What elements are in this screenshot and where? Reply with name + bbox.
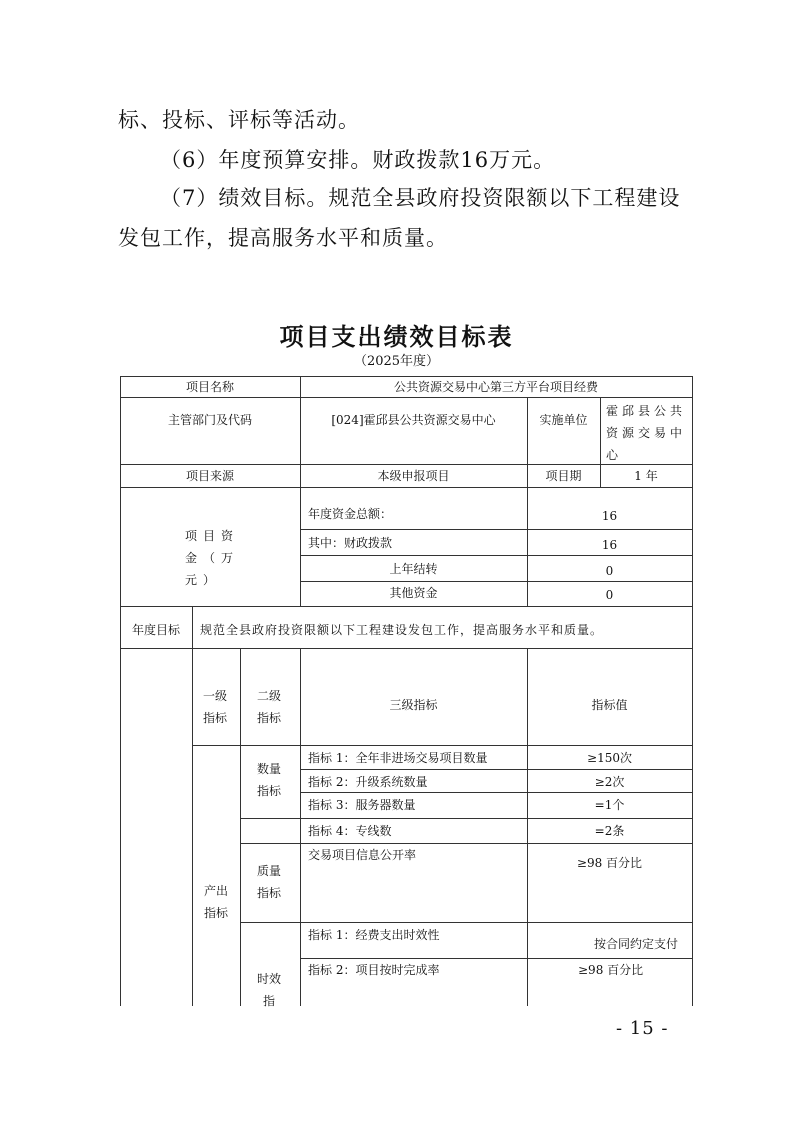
body-paragraph: 标、投标、评标等活动。 xyxy=(118,108,360,132)
indicator-name: 指标 2：升级系统数量 xyxy=(308,775,428,789)
funds-label: 其他资金 xyxy=(389,586,438,600)
table-title: 项目支出绩效目标表 xyxy=(279,322,514,351)
indicator-value: 按合同约定支付 xyxy=(594,937,679,951)
indicator-name: 指标 3：服务器数量 xyxy=(308,798,416,812)
indicator-value: ≥98 百分比 xyxy=(576,856,643,870)
indicator-value: =2条 xyxy=(594,824,625,838)
indicator-name: 指标 1：经费支出时效性 xyxy=(308,928,440,942)
indicator-value: ≥98 百分比 xyxy=(578,963,644,977)
header-level3: 三级指标 xyxy=(389,698,438,712)
label-funds: 项目资金（万元） xyxy=(185,529,240,587)
header-value: 指标值 xyxy=(591,698,628,712)
header-level2: 二级指标 xyxy=(256,689,281,725)
indicator-value: ≥150次 xyxy=(587,751,632,765)
label-annual-goal: 年度目标 xyxy=(131,623,180,637)
level2-quality: 质量指标 xyxy=(256,864,281,900)
label-project-name: 项目名称 xyxy=(185,380,234,394)
value-implementer: 霍邱县公共资源交易中心 xyxy=(606,404,687,462)
indicator-name: 指标 1：全年非进场交易项目数量 xyxy=(308,751,488,765)
value-source: 本级申报项目 xyxy=(377,469,450,483)
label-period: 项目期 xyxy=(545,469,582,483)
level1-output: 产出指标 xyxy=(204,884,229,920)
table-year: （2025年度） xyxy=(353,354,440,369)
value-annual-goal: 规范全县政府投资限额以下工程建设发包工作，提高服务水平和质量。 xyxy=(200,623,604,637)
funds-value: 0 xyxy=(605,588,614,602)
value-department: [024]霍邱县公共资源交易中心 xyxy=(331,413,496,427)
funds-value: 0 xyxy=(605,564,614,578)
indicator-value: =1个 xyxy=(594,798,625,812)
label-implementer: 实施单位 xyxy=(539,413,588,427)
funds-label: 年度资金总额： xyxy=(308,507,393,521)
funds-label: 上年结转 xyxy=(389,562,438,576)
indicator-name: 指标 2：项目按时完成率 xyxy=(308,963,440,977)
header-level1: 一级指标 xyxy=(203,689,228,725)
funds-label: 其中：财政拨款 xyxy=(308,536,393,550)
indicator-value: ≥2次 xyxy=(594,775,625,789)
level2-quantity: 数量指标 xyxy=(256,762,281,798)
indicator-name: 指标 4：专线数 xyxy=(308,824,392,838)
indicator-name: 交易项目信息公开率 xyxy=(308,848,417,862)
value-period: 1 年 xyxy=(634,469,658,483)
level2-timeliness: 时效指 xyxy=(256,972,281,1008)
label-source: 项目来源 xyxy=(185,469,234,483)
body-paragraph: 发包工作，提高服务水平和质量。 xyxy=(118,226,448,250)
funds-value: 16 xyxy=(601,538,618,552)
value-project-name: 公共资源交易中心第三方平台项目经费 xyxy=(393,380,598,394)
funds-value: 16 xyxy=(601,509,618,523)
page-number: - 15 - xyxy=(616,1018,669,1039)
body-paragraph: （6）年度预算安排。财政拨款16万元。 xyxy=(160,148,556,172)
label-department: 主管部门及代码 xyxy=(167,413,252,427)
body-paragraph: （7）绩效目标。规范全县政府投资限额以下工程建设 xyxy=(160,186,681,210)
